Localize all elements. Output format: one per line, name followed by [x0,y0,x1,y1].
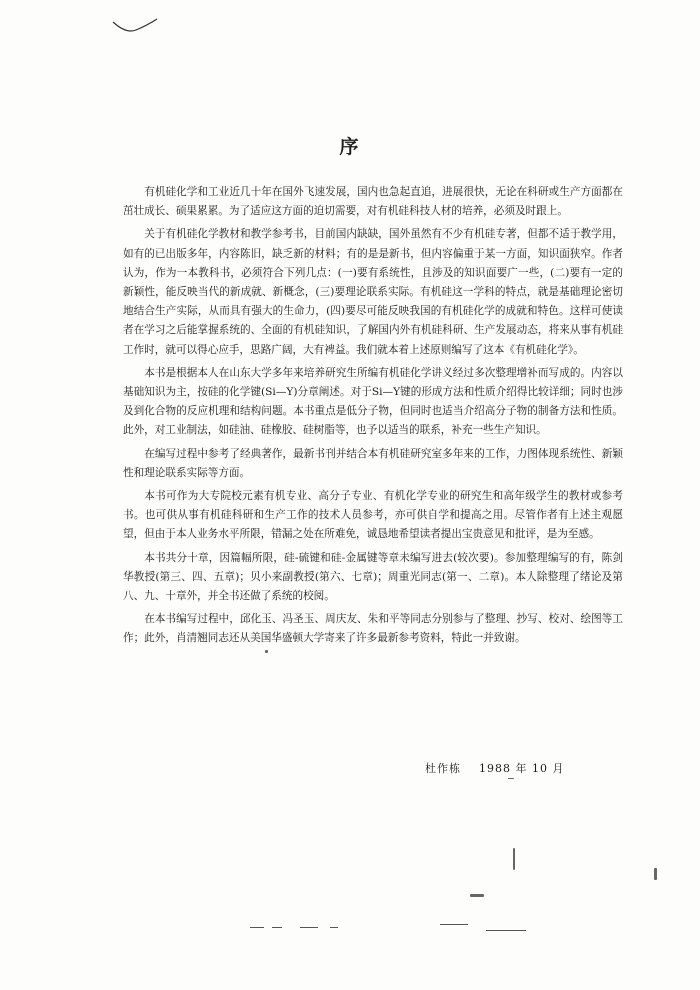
paragraph: 在编写过程中参考了经典著作，最新书刊并结合本有机硅研究室多年来的工作，力图体现系统性、新颖性和理论联系实际等方面。 [123,447,623,479]
page-title: 序 [339,136,361,158]
scan-artifact [300,927,318,928]
signature-date: 1988 年 10 月 [479,762,565,775]
scan-artifact [486,930,526,931]
scan-artifact [654,868,657,880]
scan-artifact [513,848,515,870]
signature [425,760,582,776]
signature-author: 杜作栋 [425,762,461,775]
scan-artifact [508,778,514,779]
paragraph: 有机硅化学和工业近几十年在国外飞速发展，国内也急起直追，进展很快，无论在科研或生产方面都在茁壮成长、硕果累累。为了适应这方面的迫切需要，对有机硅科技人材的培养，必须及时跟上。 [123,186,623,218]
paragraph: 本书是根据本人在山东大学多年来培养研究生所编有机硅化学讲义经过多次整理增补而写成的。内容以基础知识为主，按硅的化学键(Si—Y)分章阐述。对于Si—Y键的形成方法和性质介绍得比较详细；同时也涉及到化合物的反应机理和结构问题。本书重点是低分子物，但同时也适当介绍高分子物的制备方法和性质。此外，对工业制法，如硅油、硅橡胶、硅树脂等，也予以适当的联系，补充一些生产知识。 [123,366,623,437]
paragraph: 本书共分十章，因篇幅所限，硅-硫键和硅-金属键等章未编写进去(较次要)。参加整理编写的有，陈剑华教授(第三、四、五章)；贝小来副教授(第六、七章)；周重光同志(第一、二章)。本人除整理了绪论及第八、九、十章外，并全书还做了系统的校阅。 [123,551,623,603]
scan-artifact [272,927,282,928]
preface-body [123,183,623,653]
paragraph: 在本书编写过程中，邱化玉、冯圣玉、周庆友、朱和平等同志分别参与了整理、抄写、校对、绘图等工作；此外，肖清翘同志还从美国华盛顿大学寄来了许多最新参考资料，特此一并致谢。 [123,613,623,645]
scan-artifact [265,650,268,653]
scan-artifact [470,894,484,897]
paragraph: 关于有机硅化学教材和教学参考书，目前国内缺缺，国外虽然有不少有机硅专著，但都不适于教学用，如有的已出版多年，内容陈旧，缺乏新的材料；有的是是新书，但内容偏重于某一方面，知识面狭窄。作者认为，作为一本教科书，必须符合下列几点：(一)要有系统性，且涉及的知识面要广一些，(二)要有一定的新颖性，能反映当代的新成就、新概念，(三)要理论联系实际。有机硅这一学科的特点，就是基础理论密切地结合生产实际，从而具有强大的生命力，(四)要尽可能反映我国的有机硅化学的成就和特色。这样可使读者在学习之后能掌握系统的、全面的有机硅知识，了解国内外有机硅科研、生产发展动态，将来从事有机硅工作时，就可以得心应手，思路广阔，大有裨益。我们就本着上述原则编写了这本《有机硅化学》。 [123,228,623,356]
scan-artifact [440,924,468,925]
scan-artifact [330,927,338,928]
scan-mark [112,18,158,34]
scan-artifact [250,927,264,928]
paragraph: 本书可作为大专院校元素有机专业、高分子专业、有机化学专业的研究生和高年级学生的教材或参考书。也可供从事有机硅科研和生产工作的技术人员参考，亦可供自学和提高之用。尽管作者有上述主观愿望，但由于本人业务水平所限，错漏之处在所难免，诚恳地希望读者提出宝贵意见和批评，是为至感。 [123,490,623,541]
